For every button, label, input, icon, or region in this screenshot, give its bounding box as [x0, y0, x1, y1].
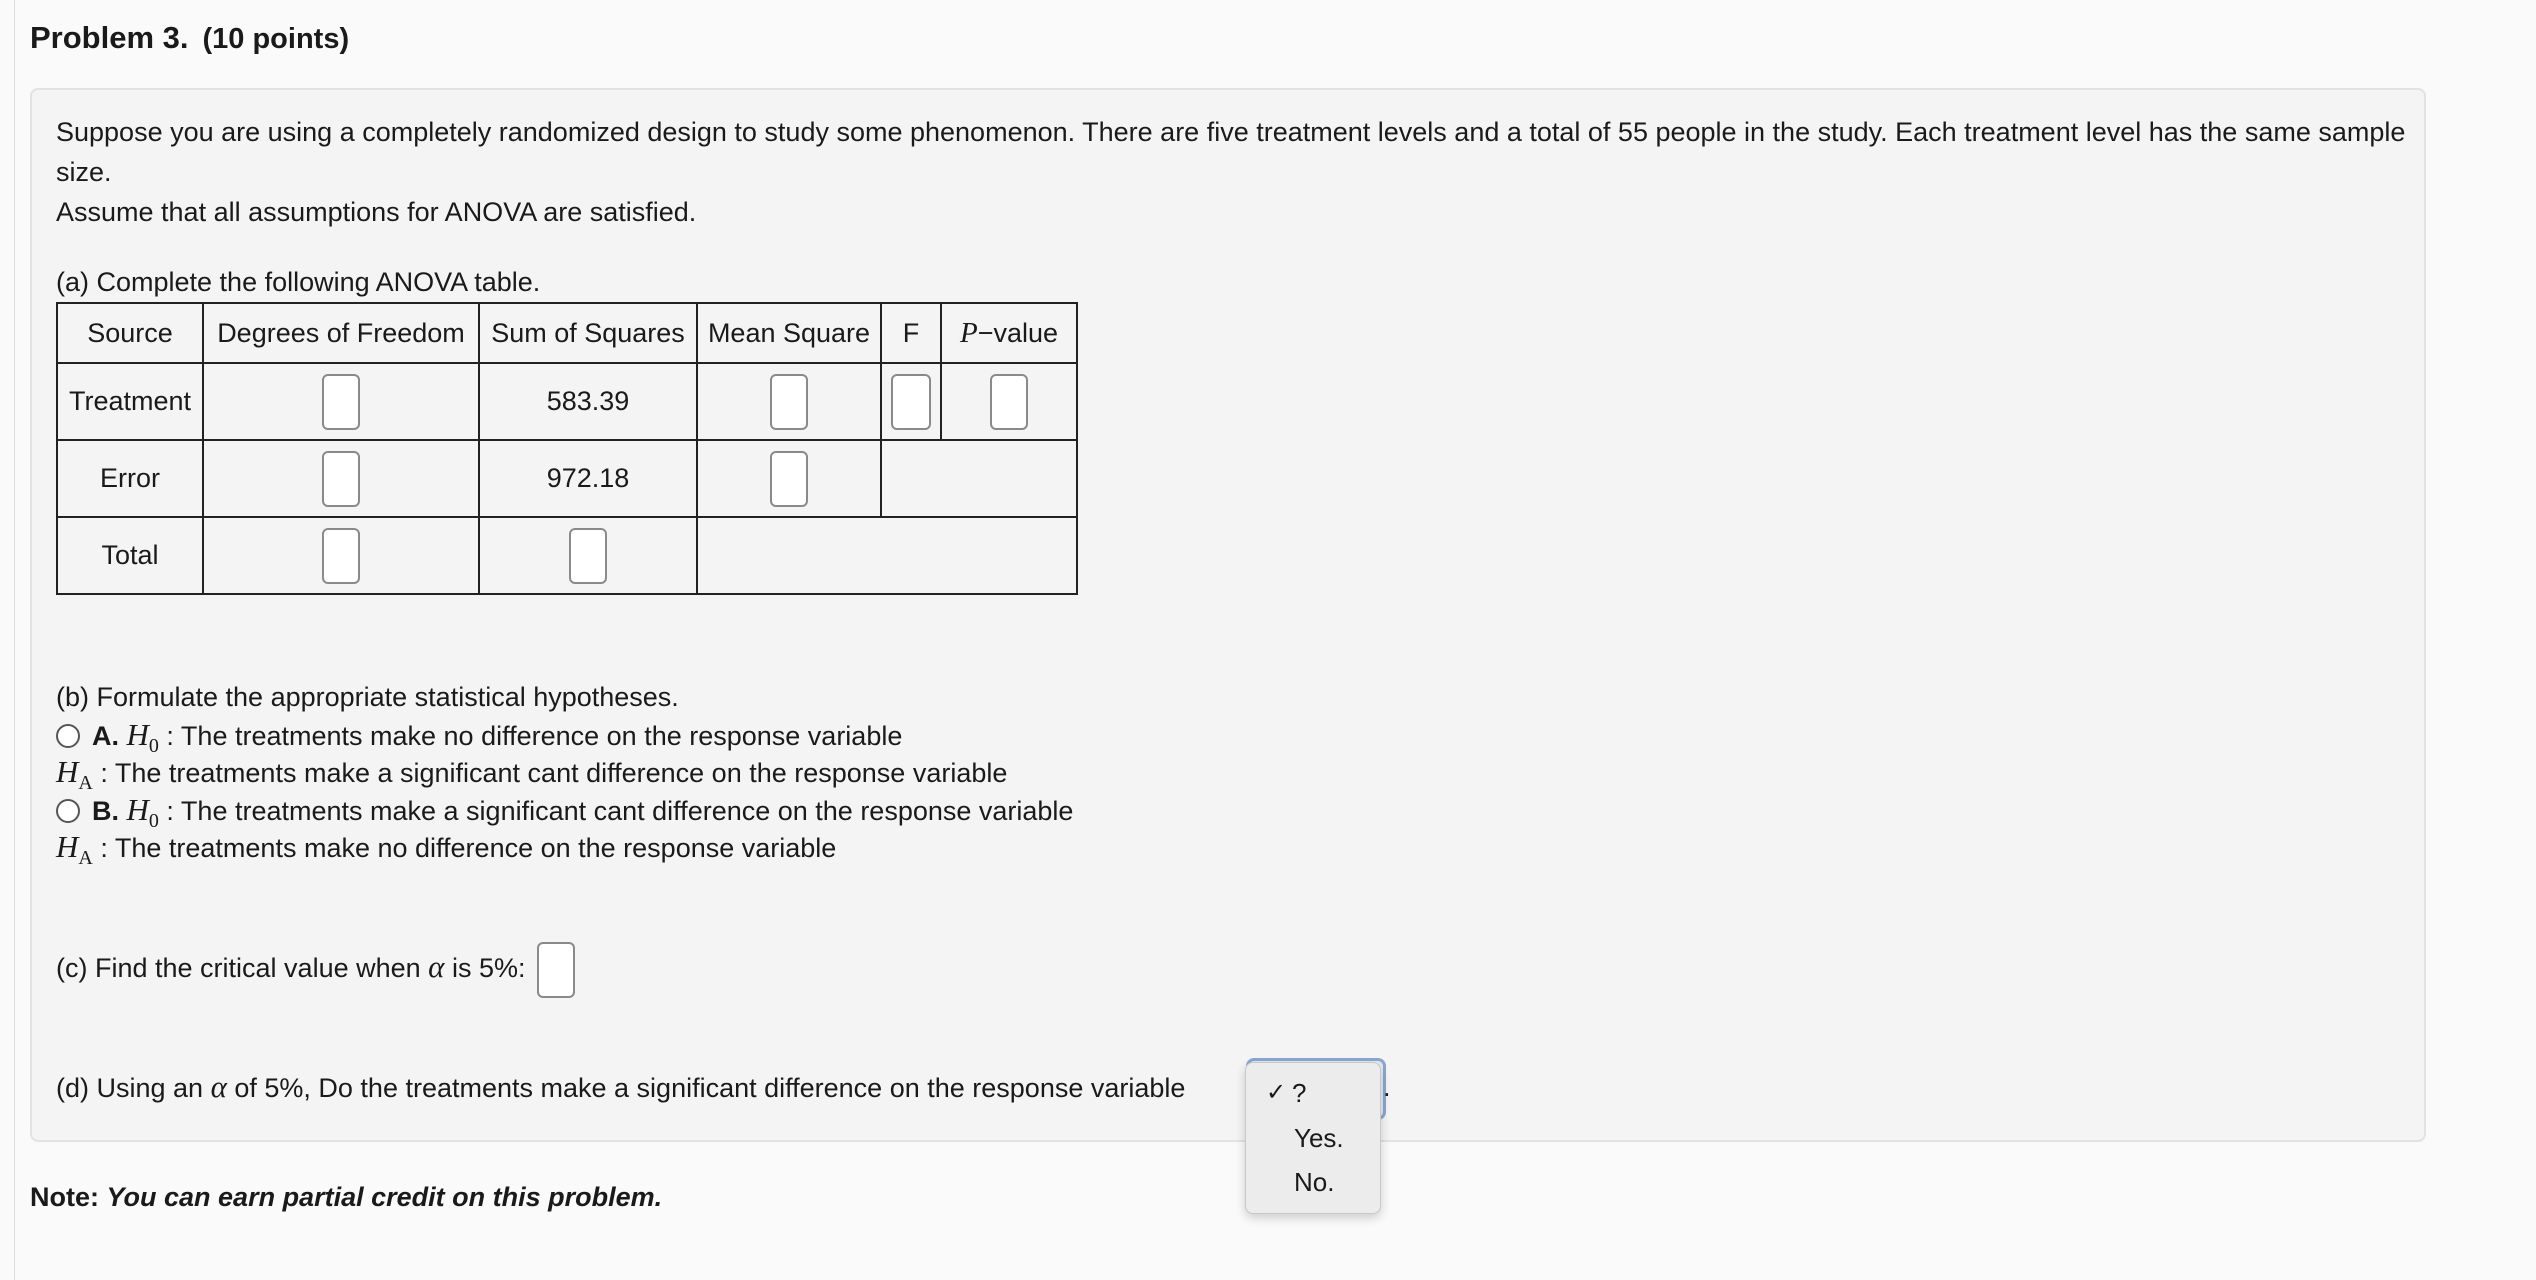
- problem-number: Problem 3.: [30, 20, 189, 55]
- dropdown-option-yes[interactable]: Yes.: [1294, 1123, 1344, 1153]
- intro-text: Suppose you are using a completely randomized design to study some phenomenon. There are five treatment levels and a total of 55 people in the study. Each treatment level has the same sample size.: [56, 117, 2406, 187]
- part-a-prompt: (a) Complete the following ANOVA table.: [56, 267, 541, 297]
- period: .: [1383, 1072, 1391, 1102]
- problem-intro: [56, 112, 2416, 232]
- header-ss: Sum of Squares: [479, 303, 697, 363]
- part-d-prompt: (d) Using an α of 5%, Do the treatments make a significant difference on the response variable: [56, 1069, 1186, 1104]
- partial-credit-note: Note: You can earn partial credit on this problem.: [30, 1182, 663, 1212]
- page-left-border: [14, 0, 15, 1280]
- critical-value-input[interactable]: [537, 942, 575, 998]
- problem-points: (10 points): [202, 23, 350, 55]
- table-row-total: [57, 517, 1077, 594]
- header-pvalue: P−value: [941, 303, 1077, 363]
- anova-table: [56, 302, 1078, 595]
- check-icon: ✓: [1266, 1079, 1287, 1106]
- cell-source: Treatment: [57, 363, 203, 440]
- treatment-ms-input[interactable]: [770, 374, 808, 430]
- cell-ss: 972.18: [479, 440, 697, 517]
- cell-source: Total: [57, 517, 203, 594]
- significance-dropdown-menu: [1245, 1062, 1381, 1214]
- header-f: F: [881, 303, 941, 363]
- treatment-df-input[interactable]: [322, 374, 360, 430]
- part-b-prompt: (b) Formulate the appropriate statistical hypotheses.: [56, 682, 679, 712]
- dropdown-option-no[interactable]: No.: [1294, 1167, 1335, 1197]
- header-df: Degrees of Freedom: [203, 303, 479, 363]
- option-a-ha: $H_A$ : The treatments make a significant cant difference on the response variable: [56, 754, 1008, 795]
- option-b-radio[interactable]: [56, 799, 80, 823]
- total-df-input[interactable]: [322, 528, 360, 584]
- treatment-f-input[interactable]: [891, 374, 931, 430]
- table-row-error: [57, 440, 1077, 517]
- treatment-pvalue-input[interactable]: [990, 374, 1028, 430]
- cell-source: Error: [57, 440, 203, 517]
- cell-empty: [697, 517, 1077, 594]
- error-df-input[interactable]: [322, 451, 360, 507]
- table-row-treatment: [57, 363, 1077, 440]
- header-source: Source: [57, 303, 203, 363]
- assumption-text: Assume that all assumptions for ANOVA are satisfied.: [56, 197, 697, 227]
- cell-empty: [881, 440, 1077, 517]
- header-ms: Mean Square: [697, 303, 881, 363]
- table-header-row: [57, 303, 1077, 363]
- cell-ss: 583.39: [479, 363, 697, 440]
- problem-title: [30, 20, 349, 56]
- error-ms-input[interactable]: [770, 451, 808, 507]
- part-c-prompt: (c) Find the critical value when α is 5%:: [56, 942, 575, 998]
- option-a-radio[interactable]: [56, 724, 80, 748]
- option-b-h0: B. $H_0$ : The treatments make a significant cant difference on the response variable: [56, 790, 1073, 841]
- total-ss-input[interactable]: [569, 528, 607, 584]
- option-b-ha: $H_A$ : The treatments make no difference on the response variable: [56, 829, 837, 870]
- option-a-h0: A. $H_0$ : The treatments make no difference on the response variable: [56, 715, 902, 766]
- dropdown-option-unanswered[interactable]: ✓ ?: [1246, 1073, 1380, 1113]
